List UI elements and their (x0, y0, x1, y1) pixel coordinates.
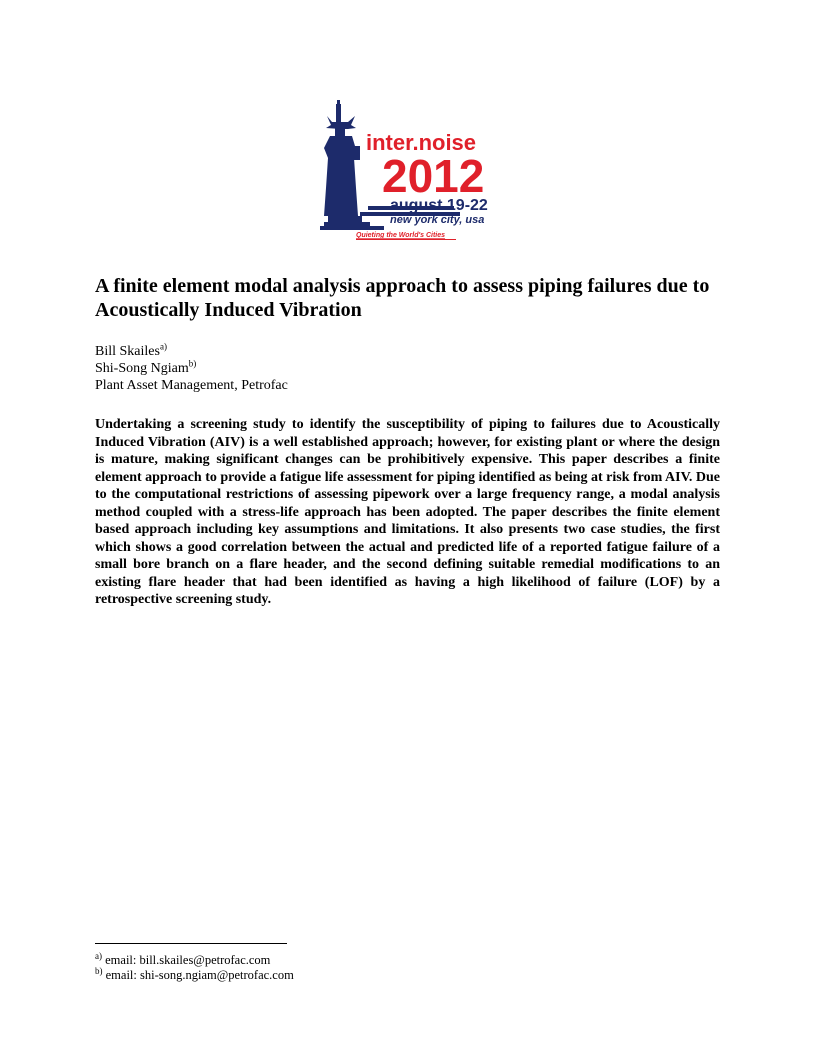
author-block (95, 343, 715, 394)
footnotes (95, 950, 595, 983)
conference-logo (318, 98, 508, 246)
tagline-underline (356, 239, 456, 240)
author-name: Bill Skailes (95, 344, 160, 359)
paper-title: A finite element modal analysis approach to assess piping failures due to Acoustically Induced Vibration (95, 275, 710, 321)
logo-line1: inter.noise (366, 130, 477, 155)
footnote-text: email: shi-song.ngiam@petrofac.com (102, 968, 294, 982)
logo-location: new york city, usa (390, 214, 485, 226)
footnote-1 (95, 950, 595, 968)
affiliation: Plant Asset Management, Petrofac (95, 378, 288, 393)
author-2 (95, 360, 715, 377)
author-footnote-mark: b) (188, 358, 197, 369)
footnote-mark: b) (95, 965, 103, 976)
logo-tagline: Quieting the World's Cities (356, 232, 446, 239)
logo-year: 2012 (382, 150, 485, 202)
abstract: Undertaking a screening study to identify the susceptibility of piping to failures due to Acoustically Induced Vibration (AIV) is a well established approach; however, for existing plant or where the design is mature, making significant changes can be prohibitively expensive. This paper describes a finite element approach to provide a fatigue life assessment for piping identified as being at risk from AIV. Due to the computational restrictions of assessing pipework over a large frequency range, a modal analysis method coupled with a stress-life approach has been adopted. The paper describes the finite element based approach including key assumptions and limitations. It also presents two case studies, the first which shows a good correlation between the actual and predicted life of a reported fatigue failure of a small bore branch on a flare header, and the second defining suitable remedial modifications to an existing flare header that had been identified as having a high likelihood of failure (LOF) by a retrospective screening study. (95, 417, 720, 607)
footnote-text: email: bill.skailes@petrofac.com (102, 953, 271, 967)
author-footnote-mark: a) (159, 341, 167, 352)
footnote-mark: a) (95, 950, 102, 961)
footnote-2 (95, 965, 595, 983)
logo-dates: august 19-22 (390, 197, 488, 214)
footnote-divider (95, 943, 287, 944)
statue-of-liberty-logo (318, 98, 508, 246)
author-name: Shi-Song Ngiam (95, 361, 189, 376)
